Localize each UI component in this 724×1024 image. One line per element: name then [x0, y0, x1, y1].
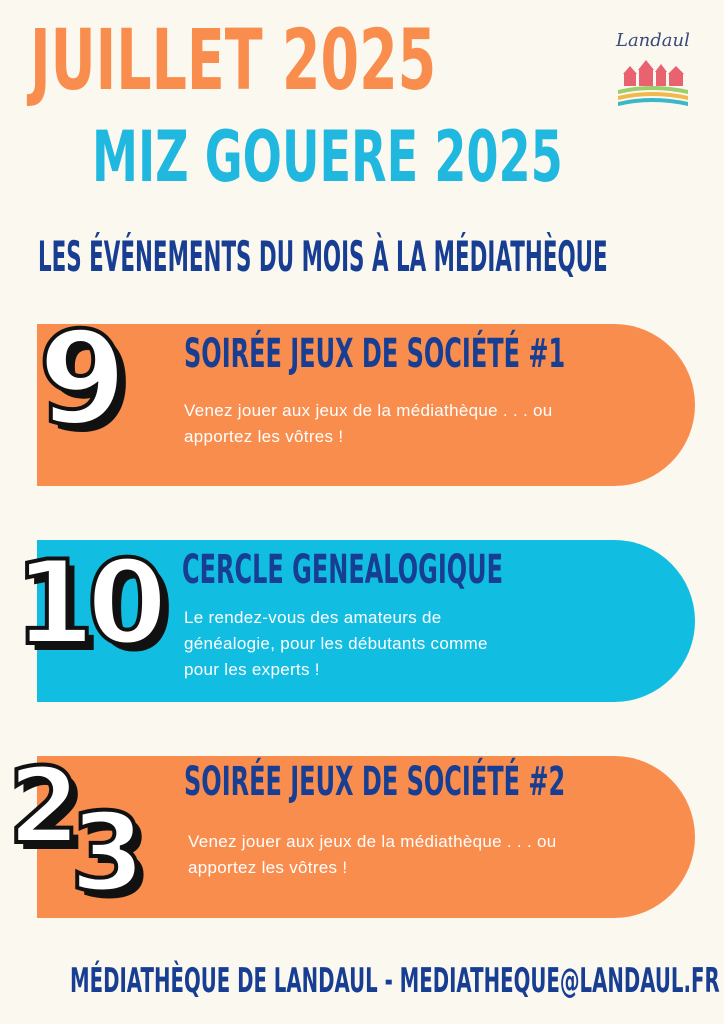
event-description-line: généalogie, pour les débutants comme: [184, 634, 488, 653]
breton-month-title: MIZ GOUERE 2025: [92, 116, 563, 198]
event-title: SOIRÉE JEUX DE SOCIÉTÉ #1: [184, 331, 566, 377]
event-day-number: 10: [14, 536, 160, 671]
event-title: SOIRÉE JEUX DE SOCIÉTÉ #2: [184, 759, 566, 805]
event-title: CERCLE GENEALOGIQUE: [182, 547, 504, 593]
event-description-line: Le rendez-vous des amateurs de: [184, 608, 442, 627]
event-description-line: Venez jouer aux jeux de la médiathèque . . . ou: [184, 401, 553, 420]
event-description-line: Venez jouer aux jeux de la médiathèque . . . ou: [188, 832, 557, 851]
event-description: [184, 398, 684, 450]
event-description: [184, 605, 684, 683]
event-description-line: apportez les vôtres !: [184, 427, 344, 446]
logo-text: Landaul: [616, 30, 690, 51]
event-day-digit: 2: [8, 745, 81, 867]
footer-contact: MÉDIATHÈQUE DE LANDAUL - MEDIATHEQUE@LANDAUL.FR: [70, 961, 720, 1001]
month-title: JUILLET 2025: [30, 11, 437, 109]
landaul-logo: [612, 26, 694, 114]
event-description-line: apportez les vôtres !: [188, 858, 348, 877]
page-subtitle: LES ÉVÉNEMENTS DU MOIS À LA MÉDIATHÈQUE: [38, 232, 608, 281]
event-description: [188, 829, 688, 881]
event-day-digit: 3: [70, 791, 146, 916]
event-description-line: pour les experts !: [184, 660, 320, 679]
event-day-number: 9: [38, 305, 128, 454]
